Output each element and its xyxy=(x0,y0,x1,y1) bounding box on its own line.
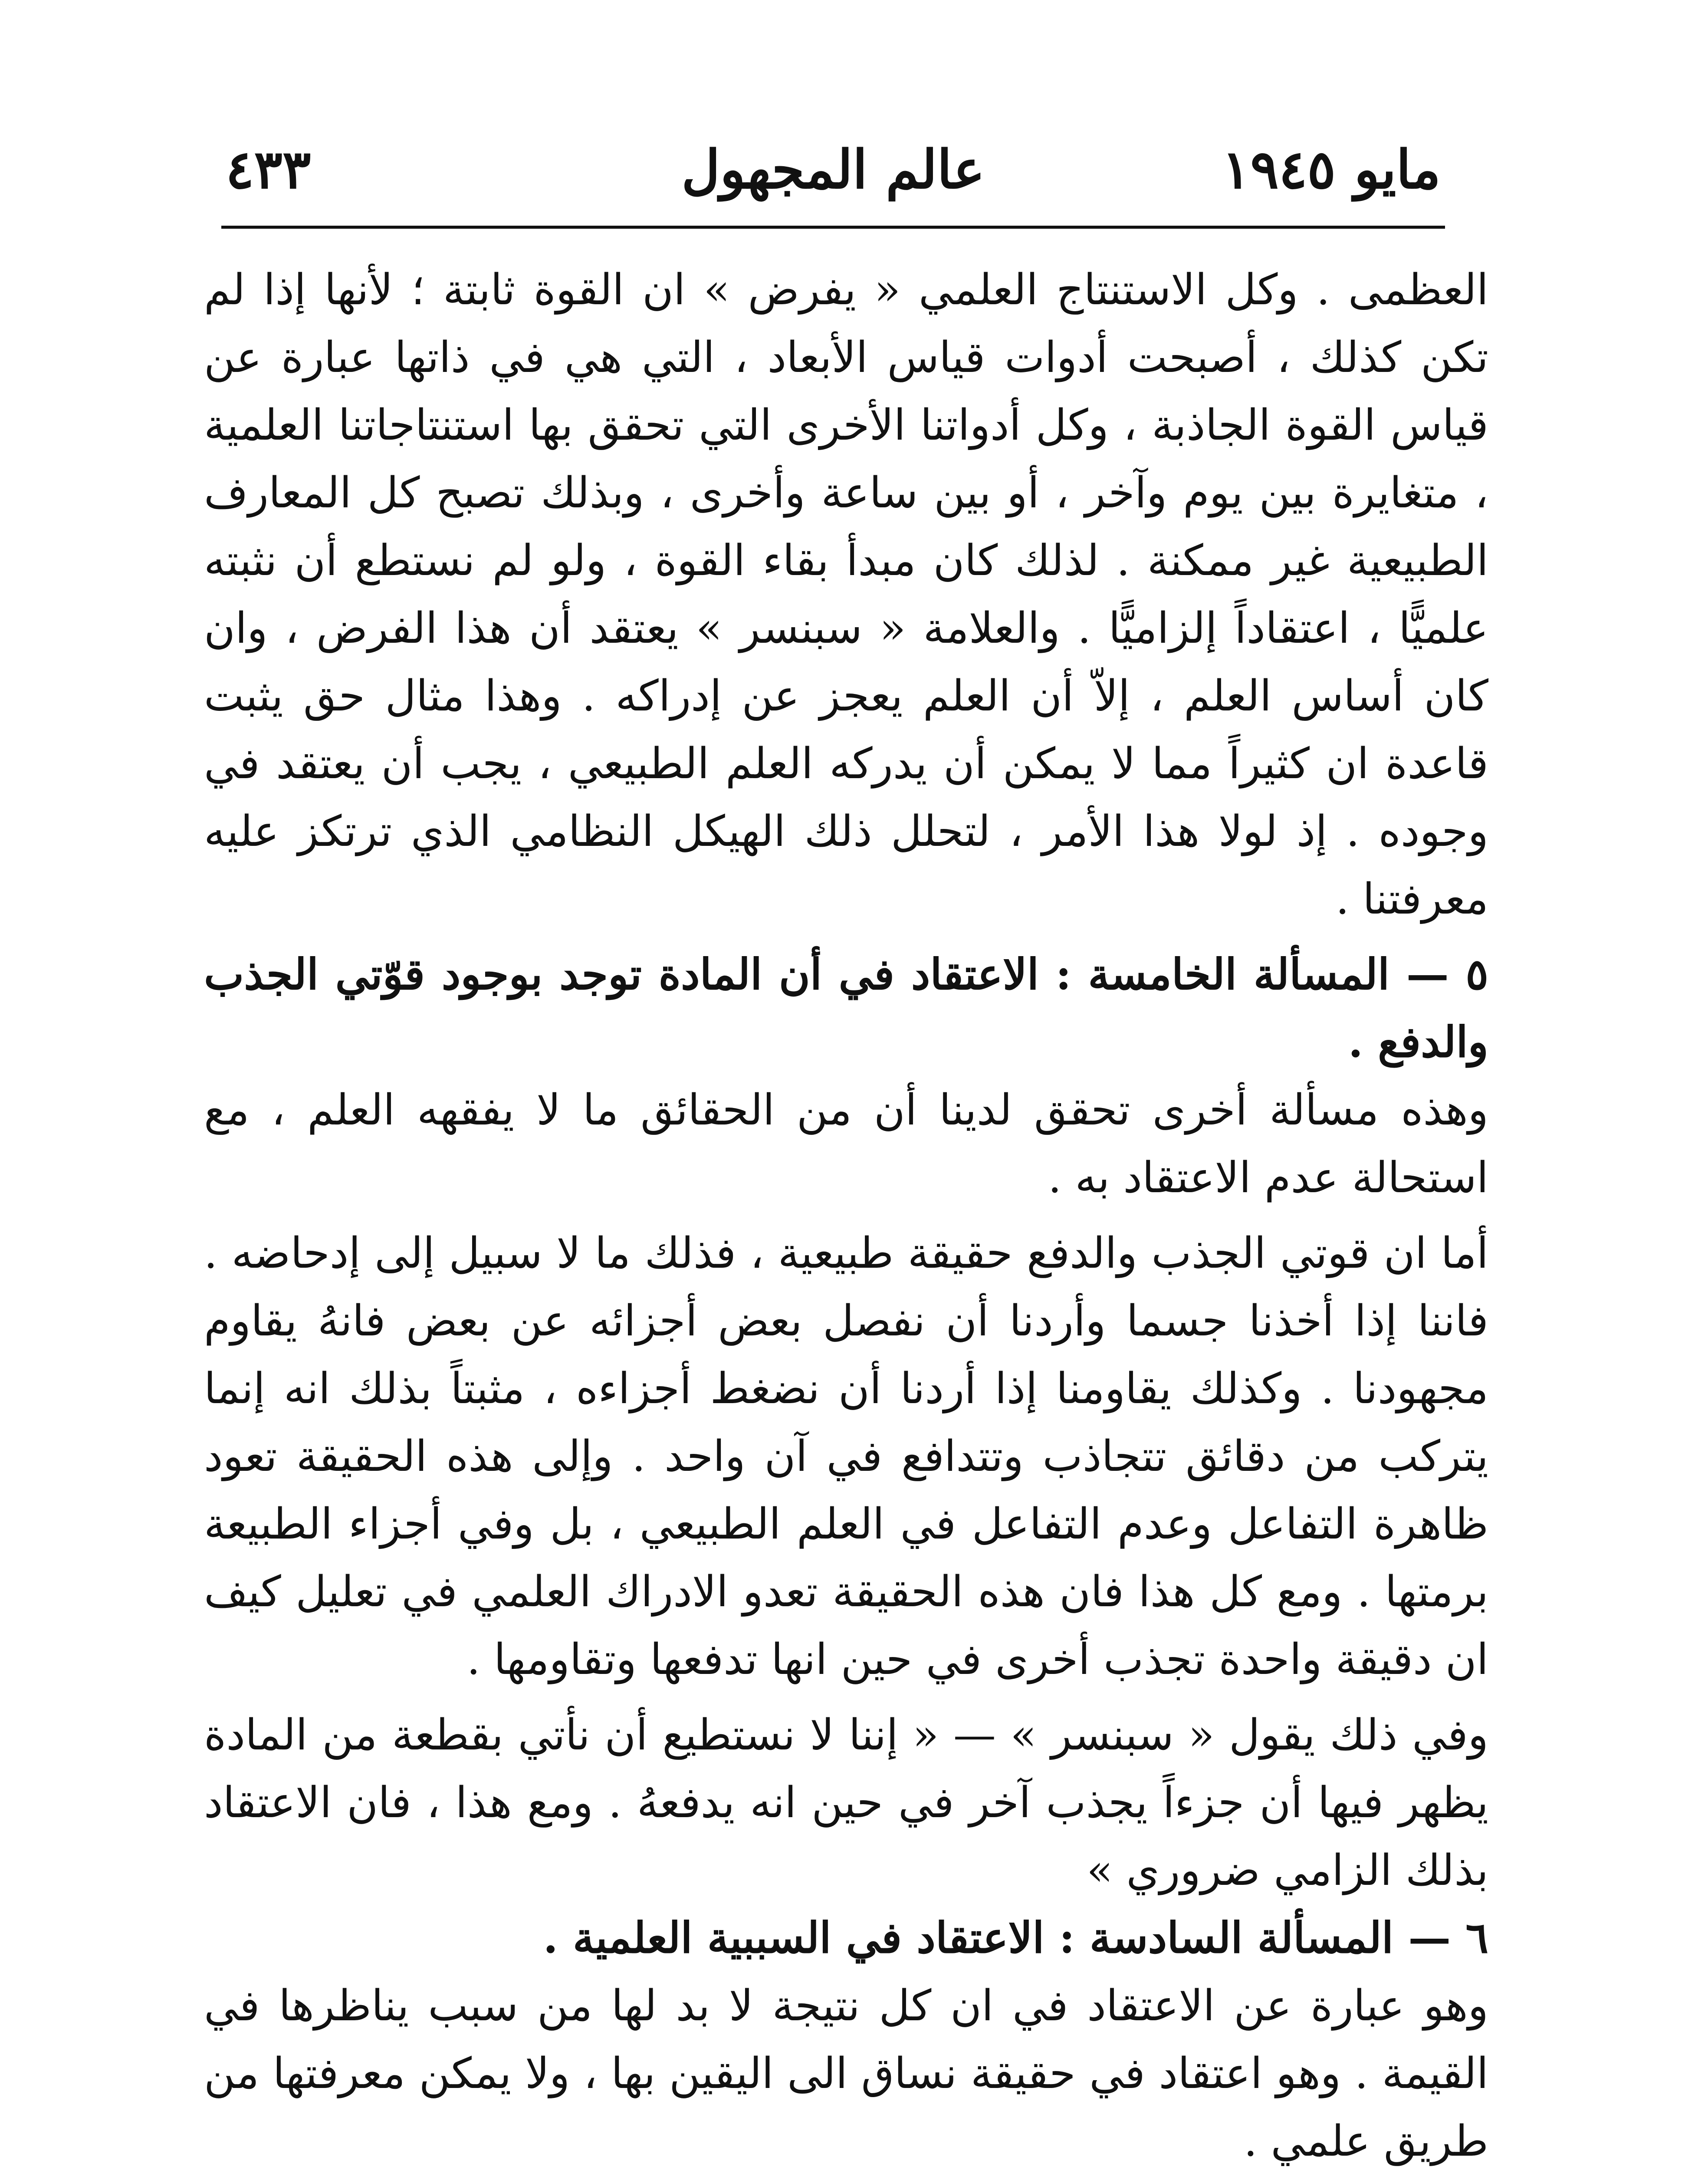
header-date: مايو ١٩٤٥ xyxy=(1222,138,1441,201)
paragraph-continuation: العظمى . وكل الاستنتاج العلمي « يفرض » ان القوة ثابتة ؛ لأنها إذا لم تكن كذلك ، أصبحت أدوات قياس الأبعاد ، التي هي في ذاتها عبارة عن قياس القوة الجاذبة ، وكل أدواتنا الأخرى التي تحقق بها استنتاجاتنا العلمية ، متغايرة بين يوم وآخر ، أو بين ساعة وأخرى ، وبذلك تصبح كل المعارف الطبيعية غير ممكنة . لذلك كان مبدأ بقاء القوة ، ولو لم نستطع أن نثبته علميًّا ، اعتقاداً إلزاميًّا . والعلامة « سبنسر » يعتقد أن هذا الفرض ، وان كان أساس العلم ، إلاّ أن العلم يعجز عن إدراكه . وهذا مثال حق يثبت قاعدة ان كثيراً مما لا يمكن أن يدركه العلم الطبيعي ، يجب أن يعتقد في وجوده . إذ لولا هذا الأمر ، لتحلل ذلك الهيكل النظامي الذي ترتكز عليه معرفتنا . xyxy=(204,265,1488,924)
paragraph: وهو عبارة عن الاعتقاد في ان كل نتيجة لا بد لها من سبب يناظرها في القيمة . وهو اعتقاد في حقيقة نساق الى اليقين بها ، ولا يمكن معرفتها من طريق علمي . xyxy=(204,1981,1488,2166)
paragraph: أما ان قوتي الجذب والدفع حقيقة طبيعية ، فذلك ما لا سبيل إلى إدحاضه . فاننا إذا أخذنا جسما وأردنا أن نفصل بعض أجزائه عن بعض فانهُ يقاوم مجهودنا . وكذلك يقاومنا إذا أردنا أن نضغط أجزاءه ، مثبتاً بذلك انه إنما يتركب من دقائق تتجاذب وتتدافع في آن واحد . وإلى هذه الحقيقة تعود ظاهرة التفاعل وعدم التفاعل في العلم الطبيعي ، بل وفي أجزاء الطبيعة برمتها . ومع كل هذا فان هذه الحقيقة تعدو الادراك العلمي في تعليل كيف ان دقيقة واحدة تجذب أخرى في حين انها تدفعها وتقاومها . xyxy=(204,1229,1489,1684)
paragraph: وفي ذلك يقول « سبنسر » — « إننا لا نستطيع أن نأتي بقطعة من المادة يظهر فيها أن جزءاً يجذب آخر في حين انه يدفعهُ . ومع هذا ، فان الاعتقاد بذلك الزامي ضروري » xyxy=(204,1710,1488,1895)
header-title: عالم المجهول xyxy=(681,138,985,201)
section-heading-5: ٥ — المسألة الخامسة : الاعتقاد في أن المادة توجد بوجود قوّتي الجذب والدفع . xyxy=(204,950,1488,1067)
header-divider xyxy=(221,226,1445,229)
section-heading-6: ٦ — المسألة السادسة : الاعتقاد في السببية العلمية . xyxy=(543,1913,1488,1963)
page-number: ٤٣٣ xyxy=(226,138,311,201)
paragraph: وهذه مسألة أخرى تحقق لدينا أن من الحقائق ما لا يفقهه العلم ، مع استحالة عدم الاعتقاد به . xyxy=(204,1085,1488,1203)
body-text xyxy=(204,256,1488,2170)
running-header xyxy=(226,126,1441,213)
